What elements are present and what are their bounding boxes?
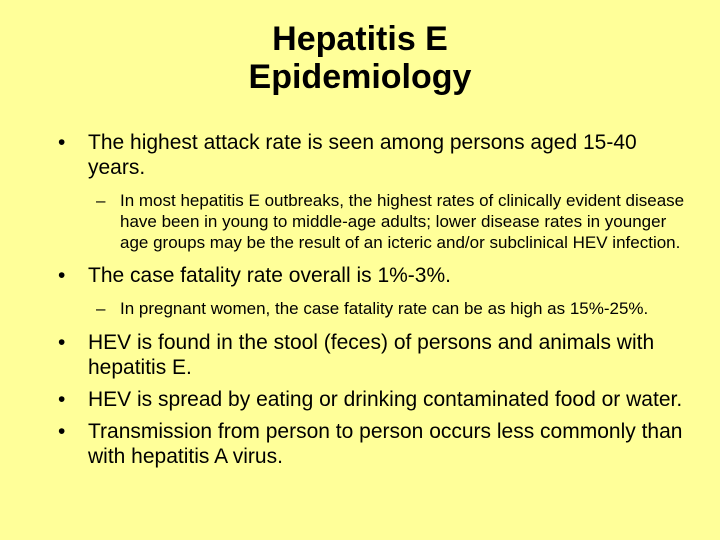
- bullet-text: The highest attack rate is seen among persons aged 15-40 years.: [88, 131, 637, 179]
- bullet-text: HEV is spread by eating or drinking contaminated food or water.: [88, 388, 683, 411]
- bullet-dot-icon: •: [58, 264, 66, 287]
- dash-icon: –: [96, 191, 106, 210]
- bullet-item: [58, 330, 698, 380]
- slide-title: [0, 20, 720, 96]
- bullet-list: [58, 130, 698, 469]
- subbullet-text: In most hepatitis E outbreaks, the highest rates of clinically evident disease have been in young to middle-age adults; lower disease rates in younger age groups may be the result of an icteric and/or subclinical HEV infection.: [120, 191, 685, 252]
- subbullet-text: In pregnant women, the case fatality rate can be as high as 15%-25%.: [120, 299, 649, 318]
- dash-icon: –: [96, 299, 106, 318]
- bullet-text: Transmission from person to person occurs less commonly than with hepatitis A virus.: [88, 420, 683, 468]
- bullet-text: The case fatality rate overall is 1%-3%.: [88, 264, 451, 287]
- subbullet-item: [58, 298, 698, 319]
- slide-title-line-1: Hepatitis E: [272, 20, 448, 58]
- bullet-item: [58, 387, 698, 412]
- subbullet-item: [58, 190, 698, 253]
- bullet-text: HEV is found in the stool (feces) of persons and animals with hepatitis E.: [88, 331, 655, 379]
- bullet-dot-icon: •: [58, 331, 66, 354]
- bullet-dot-icon: •: [58, 388, 66, 411]
- bullet-item: [58, 419, 698, 469]
- bullet-item: [58, 130, 698, 180]
- bullet-dot-icon: •: [58, 420, 66, 443]
- bullet-item: [58, 263, 698, 288]
- bullet-dot-icon: •: [58, 131, 66, 154]
- slide-title-line-2: Epidemiology: [248, 58, 472, 96]
